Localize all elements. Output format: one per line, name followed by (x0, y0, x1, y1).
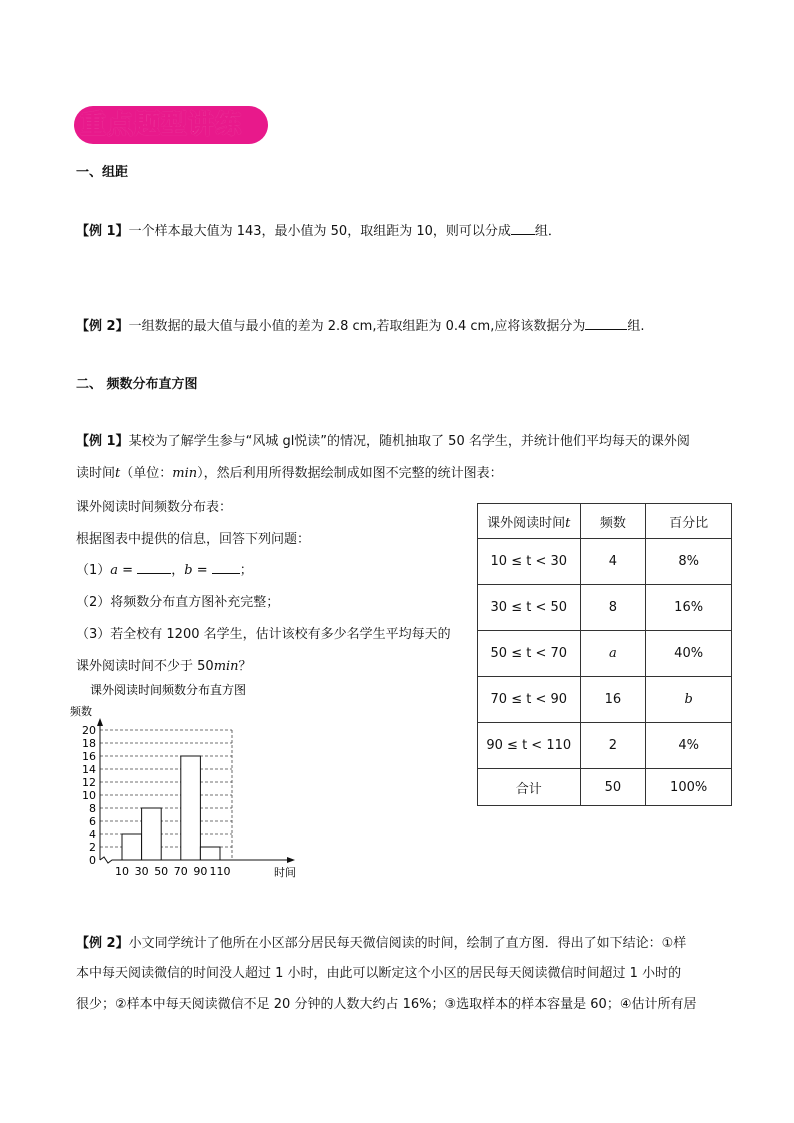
question-prompt: 根据图表中提供的信息，回答下列问题： (76, 532, 311, 547)
table-row (478, 539, 732, 585)
histogram-bar (181, 756, 201, 860)
table-row (478, 677, 732, 723)
y-axis-arrow (97, 718, 103, 726)
text-segment: ），然后利用所得数据绘制成如图不完整的统计图表： (197, 466, 503, 481)
answer-blank-b (212, 561, 240, 574)
section1-heading: 一、组距 (76, 165, 129, 180)
total-freq-cell: 50 (580, 769, 646, 806)
section2-example1-line2 (76, 462, 503, 481)
banner-title: 重点题型讲练 (80, 110, 243, 140)
section2-example2-line3: 很少；②样本中每天阅读微信不足 20 分钟的人数大约占 16%；③选取样本的样本容量是 60；④估计所有居 (76, 997, 697, 1012)
header-cell (478, 504, 581, 539)
table-row (478, 723, 732, 769)
table-row (478, 585, 732, 631)
variable-t: t (565, 515, 571, 531)
pct-cell: 8% (646, 539, 732, 585)
x-tick-label: 110 (209, 865, 231, 878)
example-text: 小文同学统计了他所在小区部分居民每天微信阅读的时间，绘制了直方图．得出了如下结论：①样 (128, 936, 687, 951)
text-segment: = (192, 563, 212, 578)
example-text: 一组数据的最大值与最小值的差为 2.8 cm,若取组距为 0.4 cm,应将该数据分为 (128, 319, 586, 334)
table-row (478, 631, 732, 677)
x-axis-label: 时间 (274, 866, 296, 879)
freq-cell: 2 (580, 723, 646, 769)
question-2: （2）将频数分布直方图补充完整； (76, 595, 280, 610)
table-caption: 课外阅读时间频数分布表： (76, 500, 233, 515)
histogram-bar (200, 847, 220, 860)
example-tail: 组． (534, 224, 561, 239)
pct-cell: 16% (646, 585, 732, 631)
total-pct-cell: 100% (646, 769, 732, 806)
pct-cell: 4% (646, 723, 732, 769)
answer-blank (511, 222, 535, 235)
text-segment: 读时间 (76, 466, 116, 481)
x-axis-arrow (287, 857, 295, 863)
y-tick-label: 14 (82, 763, 96, 776)
y-tick-label: 12 (82, 776, 96, 789)
text-segment: = (118, 563, 138, 578)
section2-example2-line1 (76, 932, 686, 951)
header-cell: 百分比 (646, 504, 732, 539)
y-tick-label: 18 (82, 737, 96, 750)
example-tail: 组. (627, 319, 645, 334)
example-label: 【例 2】 (76, 936, 129, 951)
section2-example2-line2: 本中每天阅读微信的时间没人超过 1 小时，由此可以断定这个小区的居民每天阅读微信时间超过 1 小时的 (76, 966, 682, 981)
freq-cell: 8 (580, 585, 646, 631)
question-3-line2 (76, 655, 252, 674)
example-label: 【例 1】 (76, 224, 129, 239)
y-tick-label: 8 (89, 802, 96, 815)
freq-cell: a (580, 631, 646, 677)
freq-cell: 16 (580, 677, 646, 723)
histogram-chart (60, 680, 320, 885)
header-text: 课外阅读时间 (487, 515, 566, 531)
x-tick-label: 90 (193, 865, 208, 878)
example-label: 【例 2】 (76, 319, 129, 334)
section1-example1 (76, 220, 561, 239)
text-segment: ， (171, 563, 185, 578)
answer-blank (585, 317, 627, 330)
y-tick-label: 6 (89, 815, 96, 828)
text-segment: （单位： (120, 466, 173, 481)
question-3-line1: （3）若全校有 1200 名学生，估计该校有多少名学生平均每天的 (76, 627, 451, 642)
unit-min: min (213, 659, 239, 674)
section2-example1-line1 (76, 430, 690, 449)
range-cell: 50 ≤ t < 70 (478, 631, 581, 677)
total-label-cell: 合计 (478, 769, 581, 806)
freq-cell: 4 (580, 539, 646, 585)
variable-t: t (115, 466, 121, 481)
variable-b: b (184, 563, 193, 578)
unit-min: min (172, 466, 198, 481)
question-1 (76, 559, 253, 578)
x-tick-label: 70 (173, 865, 188, 878)
y-tick-label: 16 (82, 750, 96, 763)
y-tick-label: 0 (89, 854, 96, 867)
chart-title: 课外阅读时间频数分布直方图 (90, 683, 247, 697)
text-segment: ？ (238, 659, 252, 674)
pct-cell: 40% (646, 631, 732, 677)
table-header-row (478, 504, 732, 539)
table-total-row (478, 769, 732, 806)
y-tick-label: 4 (89, 828, 96, 841)
y-axis-label: 频数 (70, 705, 92, 718)
range-cell: 90 ≤ t < 110 (478, 723, 581, 769)
answer-blank-a (137, 561, 171, 574)
x-tick-label: 10 (115, 865, 129, 878)
example-label: 【例 1】 (76, 434, 129, 449)
pct-cell: b (646, 677, 732, 723)
variable-a: a (110, 563, 119, 578)
section2-heading: 二、 频数分布直方图 (76, 377, 198, 392)
example-text: 某校为了解学生参与“风城 gl悦读”的情况，随机抽取了 50 名学生，并统计他们平均每天的课外阅 (128, 434, 690, 449)
text-segment: 课外阅读时间不少于 50 (76, 659, 214, 674)
histogram-bar (122, 834, 142, 860)
range-cell: 10 ≤ t < 30 (478, 539, 581, 585)
section1-example2 (76, 315, 644, 334)
range-cell: 30 ≤ t < 50 (478, 585, 581, 631)
y-tick-label: 2 (89, 841, 96, 854)
x-tick-label: 30 (134, 865, 149, 878)
text-segment: ； (239, 563, 253, 578)
histogram-bar (142, 808, 162, 860)
header-cell: 频数 (580, 504, 646, 539)
range-cell: 70 ≤ t < 90 (478, 677, 581, 723)
text-segment: （1） (76, 563, 111, 578)
y-tick-label: 10 (82, 789, 96, 802)
frequency-table (477, 503, 732, 806)
y-tick-label: 20 (82, 724, 96, 737)
x-tick-label: 50 (154, 865, 169, 878)
example-text: 一个样本最大值为 143，最小值为 50，取组距为 10，则可以分成 (128, 224, 511, 239)
